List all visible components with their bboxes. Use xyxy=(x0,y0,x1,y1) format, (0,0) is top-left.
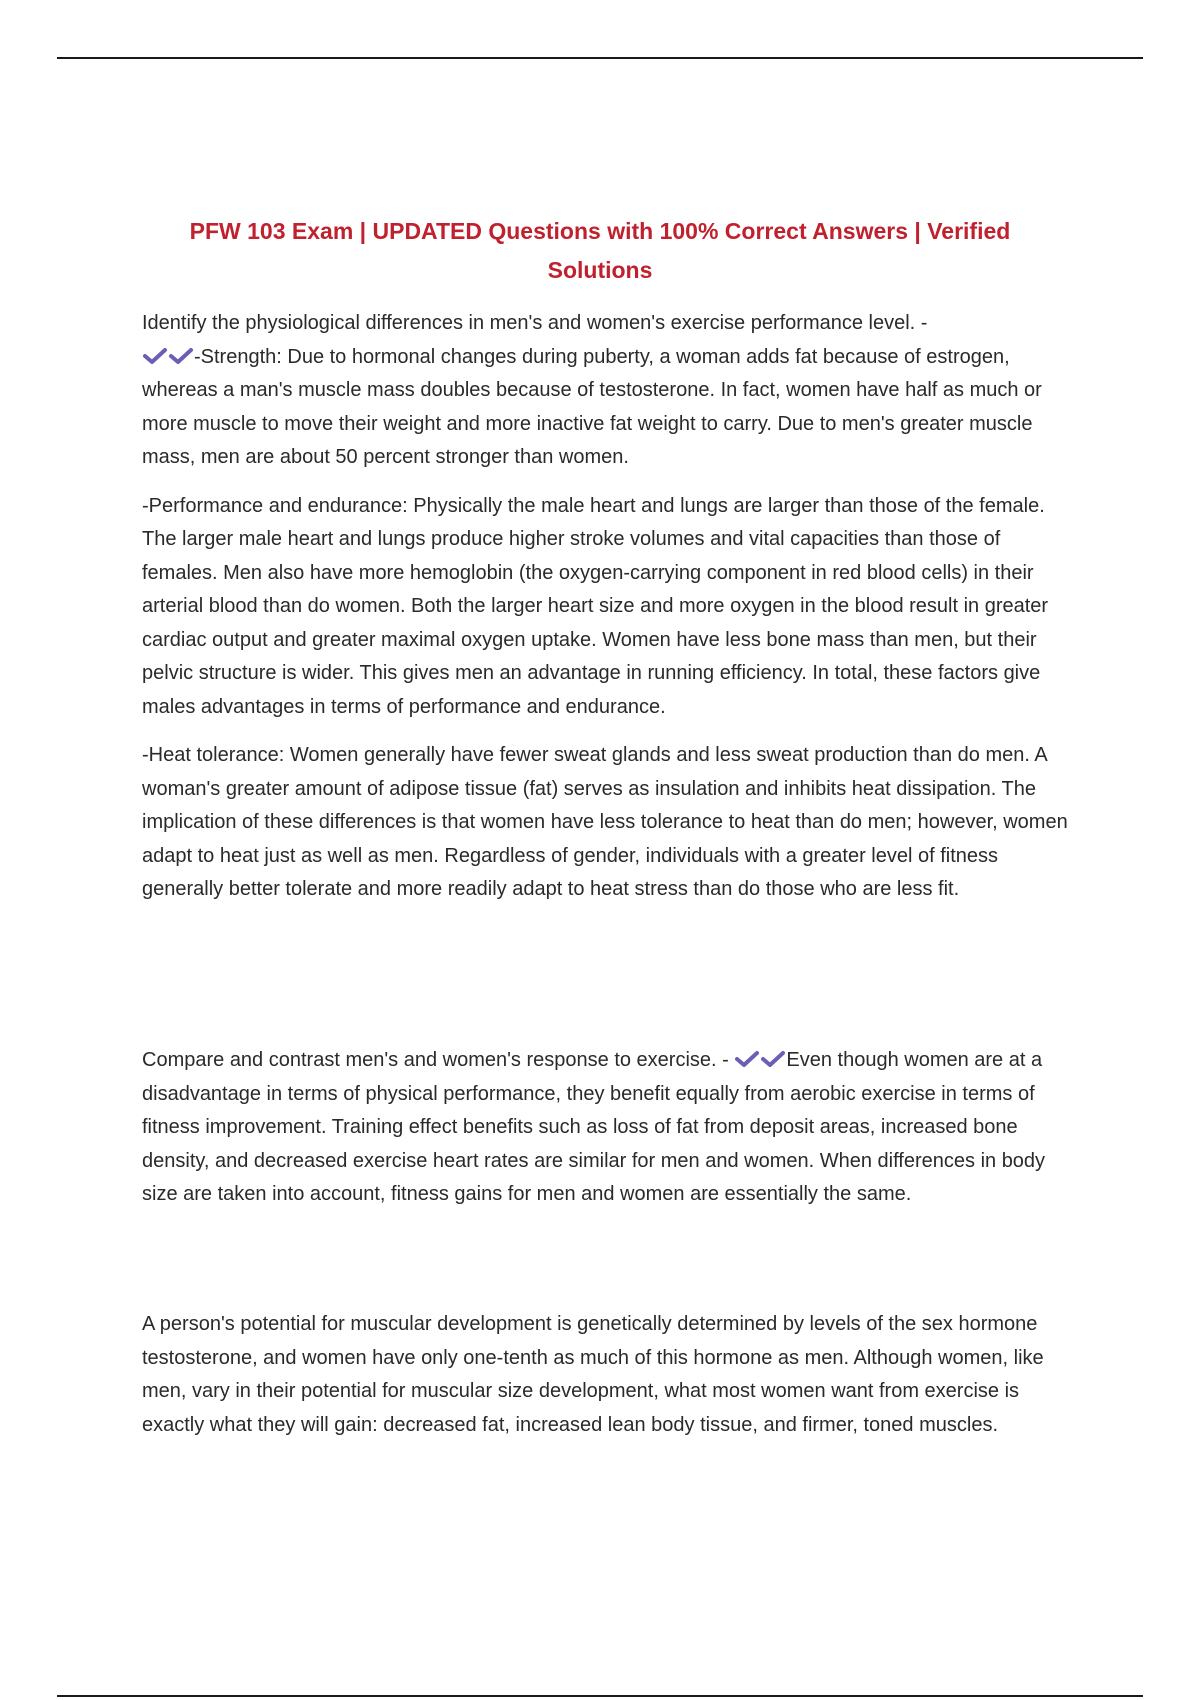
question-1-text xyxy=(142,307,1072,475)
footer-rule xyxy=(57,1695,1143,1697)
paragraph-3-text: A person's potential for muscular development is genetically determined by levels of the sex hormone testosterone, and women have only one-tenth as much of this hormone as men. Although women, like men, vary in their potential for muscular size development, what most women want from exercise is exactly what they will gain: decreased fat, increased lean body tissue, and firmer, toned muscles. xyxy=(142,1313,1044,1436)
check-icon xyxy=(168,346,194,366)
question-2-text xyxy=(142,1044,1072,1212)
document-title: PFW 103 Exam | UPDATED Questions with 100% Correct Answers | Verified Solutions xyxy=(189,218,1011,283)
check-icon xyxy=(142,346,168,366)
question-block-1 xyxy=(142,307,1072,922)
double-check-icon xyxy=(142,341,194,375)
answer-2-text: Even though women are at a disadvantage in terms of physical performance, they benefit equally from aerobic exercise in terms of fitness improvement. Training effect benefits such as loss of fat from deposit areas, increased bone density, and decreased exercise heart rates are similar for men and women. When differences in body size are taken into account, fitness gains for men and women are essentially the same. xyxy=(142,1049,1046,1205)
header-rule xyxy=(57,57,1143,59)
question-1-prompt: Identify the physiological differences in men's and women's exercise performance level. - xyxy=(142,312,928,334)
question-block-2 xyxy=(142,1044,1072,1227)
answer-1-heat: -Heat tolerance: Women generally have fewer sweat glands and less sweat production than do men. A woman's greater amount of adipose tissue (fat) serves as insulation and inhibits heat dissipation. The implication of these differences is that women have less tolerance to heat than do men; however, women adapt to heat just as well as men. Regardless of gender, individuals with a greater level of fitness generally better tolerate and more readily adapt to heat stress than do those who are less fit. xyxy=(142,744,1068,900)
answer-1-performance: -Performance and endurance: Physically the male heart and lungs are larger than those of the female. The larger male heart and lungs produce higher stroke volumes and vital capacities than those of females. Men also have more hemoglobin (the oxygen-carrying component in red blood cells) in their arterial blood than do women. Both the larger heart size and more oxygen in the blood result in greater cardiac output and greater maximal oxygen uptake. Women have less bone mass than men, but their pelvic structure is wider. This gives men an advantage in running efficiency. In total, these factors give males advantages in terms of performance and endurance. xyxy=(142,494,1049,718)
question-2-prompt: Compare and contrast men's and women's response to exercise. - xyxy=(142,1049,729,1071)
question-block-3 xyxy=(142,1308,1072,1457)
check-icon xyxy=(734,1049,760,1069)
check-icon xyxy=(760,1049,786,1069)
double-check-icon xyxy=(734,1044,786,1078)
answer-1-strength: -Strength: Due to hormonal changes during puberty, a woman adds fat because of estrogen, whereas a man's muscle mass doubles because of testosterone. In fact, women have half as much or more muscle to move their weight and more inactive fat weight to carry. Due to men's greater muscle mass, men are about 50 percent stronger than women. xyxy=(142,345,1042,468)
